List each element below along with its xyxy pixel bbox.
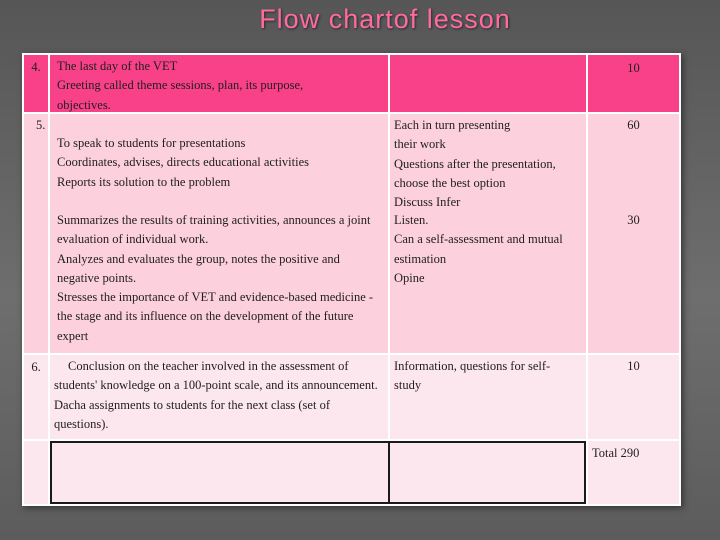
points-cell: 10 [588,355,679,439]
teacher-activity-text: Summarizes the results of training activities, announces a joint evaluation of individual work. [57,213,371,247]
lesson-table [22,53,681,506]
total-cell [588,441,679,504]
row-number [24,209,48,353]
student-activity-text: Each in turn presenting their work [394,118,511,152]
row-number: 6. [24,355,48,439]
row-number [24,441,48,504]
slide-title: Flow chartof lesson [259,4,511,34]
row-number: 5. [24,114,48,209]
student-activity-text: Opine [394,270,425,285]
teacher-activity-text: Stresses the importance of VET and evidence-based medicine - the stage and its influence on the development of the future expert [57,290,374,343]
student-activity-cell [390,209,586,353]
teacher-activity-text: Greeting called theme sessions, plan, its purpose, objectives. [57,78,304,112]
student-activity-text: Can a self-assessment and mutual estimation [394,232,563,266]
teacher-activity-cell [50,355,388,439]
student-activity-cell [390,114,586,209]
teacher-activity-cell [50,55,388,112]
teacher-activity-text: Analyzes and evaluates the group, notes the positive and negative points. [57,251,340,285]
points-cell: 10 [588,55,679,112]
points-cell: 60 [588,114,679,209]
student-activity-text: Information, questions for self-study [394,359,551,393]
student-activity-cell [390,55,586,112]
teacher-activity-cell [50,114,388,209]
teacher-activity-text: Conclusion on the teacher involved in the assessment of students' knowledge on a 100-point scale, and its announcement. Dacha assignments to students for the next class (set of questions). [54,359,378,431]
student-activity-text: Listen. [394,213,429,227]
student-activity-text: Questions after the presentation, choose the best option [394,156,556,190]
teacher-activity-text: Reports its solution to the problem [57,174,231,189]
row-number: 4. [24,55,48,112]
total-label: Total 290 [592,446,640,460]
teacher-activity-text: Coordinates, advises, directs educational activities [57,155,310,170]
student-activity-text: Discuss Infer [394,195,461,209]
student-activity-cell [390,355,586,439]
empty-teacher-cell [50,441,390,504]
teacher-activity-cell [50,209,388,353]
empty-student-cell [388,441,586,504]
teacher-activity-text: The last day of the VET [57,59,178,73]
points-cell: 30 [588,209,679,353]
teacher-activity-text: To speak to students for presentations [57,136,246,150]
